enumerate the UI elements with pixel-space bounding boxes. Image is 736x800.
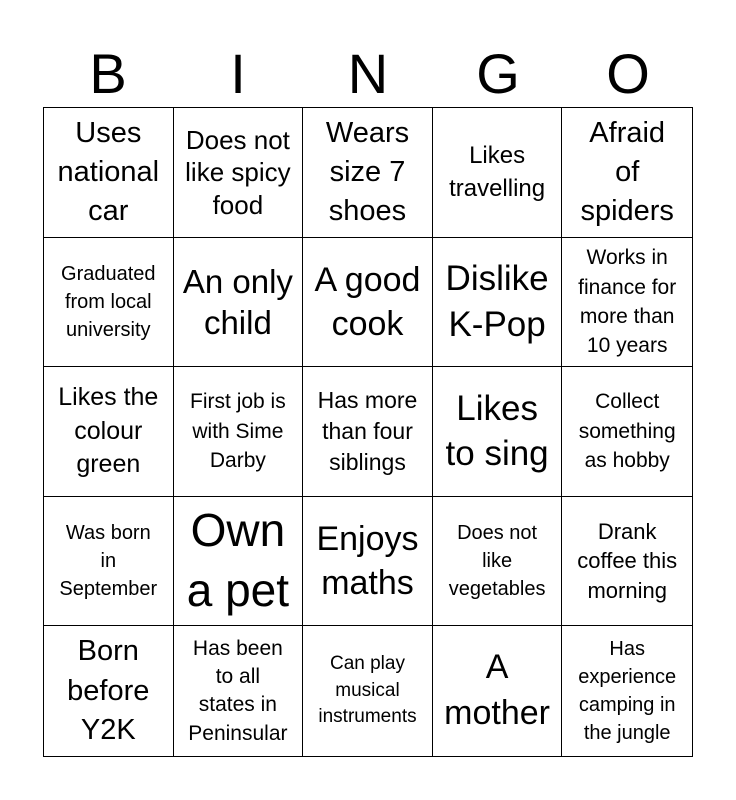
bingo-cell[interactable] [433,238,563,368]
bingo-cell[interactable] [44,238,174,368]
bingo-cell-text: Wears size 7 shoes [325,116,410,227]
bingo-cell[interactable] [174,367,304,497]
bingo-cell[interactable] [174,238,304,368]
bingo-cell[interactable] [44,108,174,238]
bingo-cell-text: Does not like vegetables [448,522,546,601]
bingo-cell-text: An only child [182,262,293,341]
bingo-cell[interactable] [433,497,563,627]
bingo-header [43,40,693,108]
bingo-cell[interactable] [562,108,692,238]
bingo-cell[interactable] [433,108,563,238]
bingo-cell-text: A mother [444,648,550,733]
bingo-cell[interactable] [303,238,433,368]
bingo-cell[interactable] [44,367,174,497]
bingo-cell-text: Born before Y2K [67,635,150,746]
bingo-cell-text: Uses national car [57,116,160,227]
bingo-cell[interactable] [562,367,692,497]
bingo-cell[interactable] [174,626,304,756]
bingo-cell-text: Collect something as hobby [578,390,676,473]
bingo-cell[interactable] [174,497,304,627]
header-letter-o: O [606,42,650,105]
bingo-cell-text: Own a pet [186,504,290,617]
bingo-cell-text: Has been to all states in Peninsular [188,636,288,745]
bingo-cell-text: Has more than four siblings [317,386,418,476]
bingo-cell-text: Works in finance for more than 10 years [578,246,677,358]
bingo-cell-text: First job is with Sime Darby [190,390,286,473]
bingo-cell[interactable] [303,497,433,627]
bingo-cell[interactable] [303,108,433,238]
bingo-cell-text: Afraid of spiders [580,116,674,227]
bingo-cell-text: Can play musical instruments [318,653,417,728]
bingo-cell[interactable] [562,238,692,368]
bingo-cell-text: Enjoys maths [316,519,419,603]
bingo-cell[interactable] [44,626,174,756]
bingo-cell[interactable] [303,626,433,756]
bingo-cell[interactable] [433,626,563,756]
bingo-cell-text: Dislike K-Pop [445,259,549,344]
bingo-cell-text: Does not like spicy food [185,124,291,220]
bingo-cell-text: Likes travelling [449,141,546,203]
bingo-cell[interactable] [303,367,433,497]
bingo-grid [43,107,693,757]
bingo-cell-text: A good cook [314,260,421,343]
bingo-cell[interactable] [44,497,174,627]
bingo-cell-text: Likes the colour green [58,382,159,479]
bingo-cell-text: Was born in September [59,522,158,601]
bingo-cell-text: Likes to sing [445,388,549,474]
header-letter-n: N [347,42,389,105]
bingo-cell[interactable] [562,497,692,627]
header-letter-g: G [476,42,520,105]
header-letter-i: I [230,42,246,105]
bingo-cell[interactable] [562,626,692,756]
bingo-cell-text: Drank coffee this morning [577,518,678,603]
bingo-cell-text: Graduated from local university [61,262,156,341]
bingo-cell[interactable] [433,367,563,497]
bingo-cell-text: Has experience camping in the jungle [578,638,677,745]
bingo-cell[interactable] [174,108,304,238]
header-letter-b: B [89,42,127,105]
